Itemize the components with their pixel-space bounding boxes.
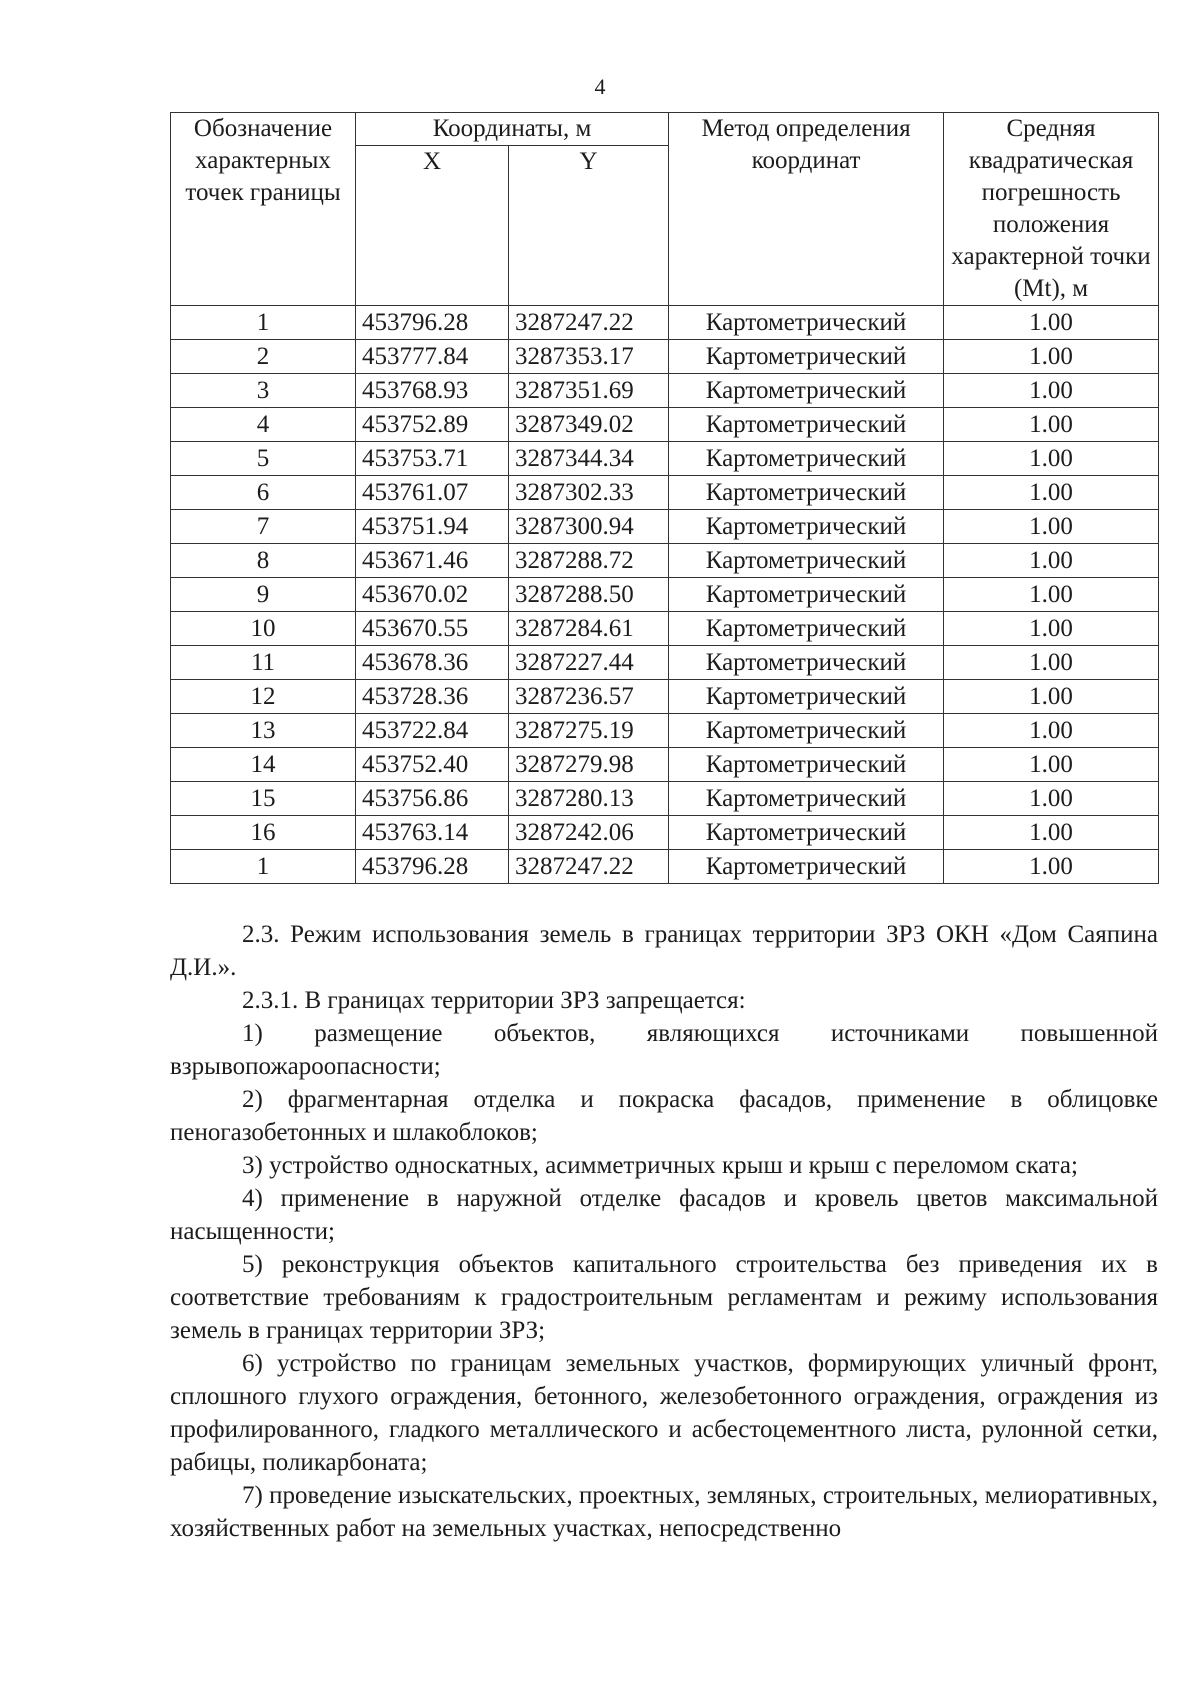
table-header	[171, 113, 1159, 306]
cell-point: 1	[171, 306, 356, 340]
table-row	[171, 510, 1159, 544]
cell-y: 3287280.13	[509, 782, 669, 816]
table-row	[171, 816, 1159, 850]
coordinates-table	[170, 112, 1159, 884]
cell-x: 453722.84	[356, 714, 509, 748]
cell-error: 1.00	[944, 816, 1159, 850]
cell-error: 1.00	[944, 476, 1159, 510]
cell-method: Картометрический	[669, 714, 944, 748]
cell-error: 1.00	[944, 578, 1159, 612]
cell-error: 1.00	[944, 714, 1159, 748]
cell-x: 453768.93	[356, 374, 509, 408]
cell-method: Картометрический	[669, 680, 944, 714]
cell-point: 12	[171, 680, 356, 714]
paragraph: 2) фрагментарная отделка и покраска фасадов, применение в облицовке пеногазобетонных и шлакоблоков;	[170, 1086, 1158, 1146]
cell-point: 4	[171, 408, 356, 442]
cell-point: 15	[171, 782, 356, 816]
table-row	[171, 782, 1159, 816]
cell-x: 453777.84	[356, 340, 509, 374]
cell-error: 1.00	[944, 510, 1159, 544]
paragraph: 1) размещение объектов, являющихся источниками повышенной взрывопожароопасности;	[170, 1020, 1158, 1080]
paragraph: 4) применение в наружной отделке фасадов и кровель цветов максимальной насыщенности;	[170, 1185, 1158, 1245]
cell-y: 3287275.19	[509, 714, 669, 748]
cell-x: 453752.40	[356, 748, 509, 782]
cell-y: 3287349.02	[509, 408, 669, 442]
cell-error: 1.00	[944, 544, 1159, 578]
cell-x: 453763.14	[356, 816, 509, 850]
cell-y: 3287284.61	[509, 612, 669, 646]
page-number: 4	[594, 74, 606, 99]
cell-method: Картометрический	[669, 306, 944, 340]
paragraph: 3) устройство односкатных, асимметричных крыш и крыш с переломом ската;	[242, 1152, 1078, 1179]
cell-method: Картометрический	[669, 408, 944, 442]
cell-method: Картометрический	[669, 612, 944, 646]
table-row	[171, 408, 1159, 442]
table-row	[171, 340, 1159, 374]
paragraph: 5) реконструкция объектов капитального строительства без приведения их в соответствие требованиям к градостроительным регламентам и режиму использования земель в границах территории ЗРЗ;	[170, 1251, 1158, 1344]
cell-y: 3287247.22	[509, 306, 669, 340]
paragraph: 6) устройство по границам земельных участков, формирующих уличный фронт, сплошного глухого ограждения, бетонного, железобетонного ограждения, ограждения из профилированного, гладкого металлического и асбестоцементного листа, рулонной сетки, рабицы, поликарбоната;	[170, 1350, 1158, 1476]
cell-point: 9	[171, 578, 356, 612]
table-row	[171, 714, 1159, 748]
cell-point: 3	[171, 374, 356, 408]
cell-method: Картометрический	[669, 442, 944, 476]
cell-method: Картометрический	[669, 578, 944, 612]
cell-point: 6	[171, 476, 356, 510]
cell-point: 13	[171, 714, 356, 748]
cell-y: 3287227.44	[509, 646, 669, 680]
cell-error: 1.00	[944, 612, 1159, 646]
section-text	[170, 918, 1158, 1545]
cell-point: 7	[171, 510, 356, 544]
cell-error: 1.00	[944, 850, 1159, 884]
table-row	[171, 442, 1159, 476]
cell-method: Картометрический	[669, 850, 944, 884]
cell-error: 1.00	[944, 646, 1159, 680]
cell-point: 5	[171, 442, 356, 476]
cell-error: 1.00	[944, 374, 1159, 408]
cell-method: Картометрический	[669, 544, 944, 578]
cell-x: 453671.46	[356, 544, 509, 578]
paragraph: 2.3. Режим использования земель в границах территории ЗРЗ ОКН «Дом Саяпина Д.И.».	[170, 921, 1158, 981]
header-method: Метод определения координат	[669, 113, 944, 306]
cell-error: 1.00	[944, 408, 1159, 442]
cell-error: 1.00	[944, 782, 1159, 816]
cell-error: 1.00	[944, 442, 1159, 476]
cell-error: 1.00	[944, 748, 1159, 782]
table-row	[171, 748, 1159, 782]
cell-method: Картометрический	[669, 816, 944, 850]
cell-method: Картометрический	[669, 748, 944, 782]
cell-y: 3287279.98	[509, 748, 669, 782]
cell-y: 3287353.17	[509, 340, 669, 374]
cell-x: 453761.07	[356, 476, 509, 510]
table-row	[171, 306, 1159, 340]
cell-point: 10	[171, 612, 356, 646]
cell-y: 3287242.06	[509, 816, 669, 850]
cell-error: 1.00	[944, 340, 1159, 374]
cell-y: 3287302.33	[509, 476, 669, 510]
cell-y: 3287247.22	[509, 850, 669, 884]
cell-x: 453728.36	[356, 680, 509, 714]
cell-point: 14	[171, 748, 356, 782]
cell-y: 3287236.57	[509, 680, 669, 714]
paragraph: 7) проведение изыскательских, проектных, земляных, строительных, мелиоративных, хозяйственных работ на земельных участках, непосредственно	[170, 1482, 1158, 1542]
cell-y: 3287300.94	[509, 510, 669, 544]
cell-x: 453756.86	[356, 782, 509, 816]
table-row	[171, 544, 1159, 578]
cell-method: Картометрический	[669, 782, 944, 816]
cell-point: 2	[171, 340, 356, 374]
table-row	[171, 646, 1159, 680]
header-x: X	[356, 146, 509, 306]
cell-error: 1.00	[944, 306, 1159, 340]
table-row	[171, 374, 1159, 408]
table-row	[171, 476, 1159, 510]
cell-method: Картометрический	[669, 646, 944, 680]
cell-point: 1	[171, 850, 356, 884]
cell-y: 3287351.69	[509, 374, 669, 408]
header-y: Y	[509, 146, 669, 306]
table-row	[171, 850, 1159, 884]
header-error: Средняя квадратическая погрешность положения характерной точки (Mt), м	[944, 113, 1159, 306]
table-row	[171, 578, 1159, 612]
cell-x: 453796.28	[356, 306, 509, 340]
cell-method: Картометрический	[669, 510, 944, 544]
cell-method: Картометрический	[669, 374, 944, 408]
cell-x: 453751.94	[356, 510, 509, 544]
cell-point: 8	[171, 544, 356, 578]
cell-x: 453670.55	[356, 612, 509, 646]
cell-method: Картометрический	[669, 340, 944, 374]
table-row	[171, 680, 1159, 714]
cell-x: 453752.89	[356, 408, 509, 442]
paragraph: 2.3.1. В границах территории ЗРЗ запрещается:	[242, 987, 746, 1014]
cell-point: 16	[171, 816, 356, 850]
cell-method: Картометрический	[669, 476, 944, 510]
header-designation: Обозначение характерных точек границы	[171, 113, 356, 306]
table-row	[171, 612, 1159, 646]
cell-x: 453670.02	[356, 578, 509, 612]
table-body	[171, 306, 1159, 884]
cell-point: 11	[171, 646, 356, 680]
cell-error: 1.00	[944, 680, 1159, 714]
cell-y: 3287288.50	[509, 578, 669, 612]
header-coordinates: Координаты, м	[356, 113, 669, 146]
cell-x: 453678.36	[356, 646, 509, 680]
cell-y: 3287344.34	[509, 442, 669, 476]
cell-y: 3287288.72	[509, 544, 669, 578]
cell-x: 453753.71	[356, 442, 509, 476]
cell-x: 453796.28	[356, 850, 509, 884]
